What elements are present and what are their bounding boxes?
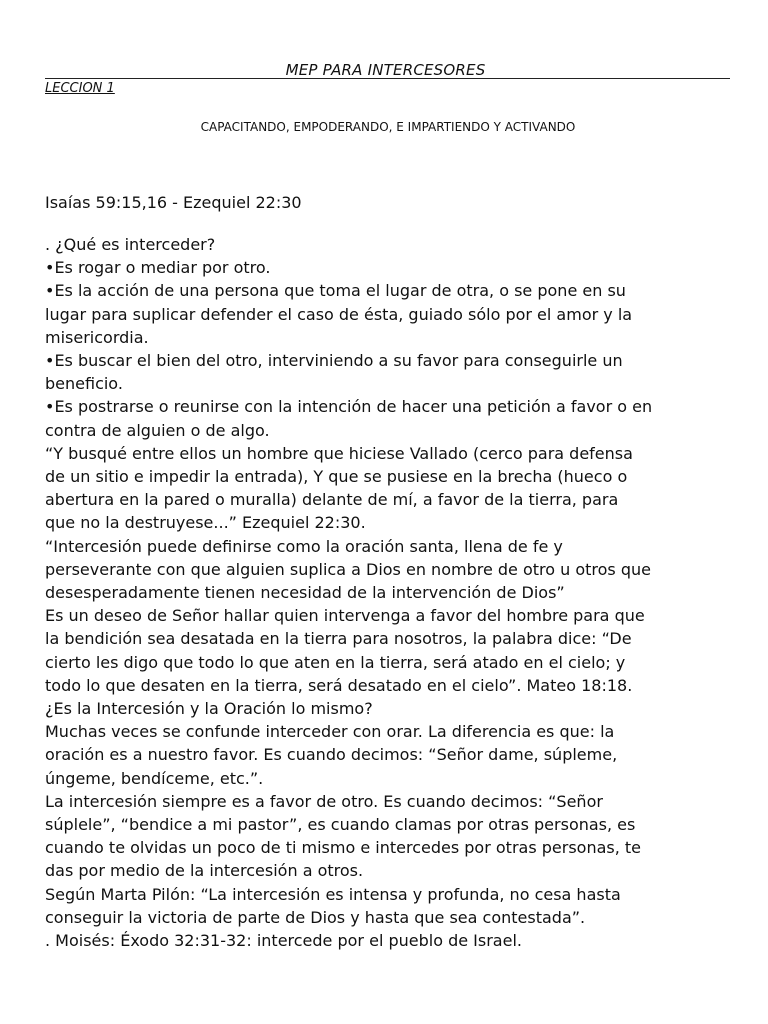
body-line: la bendición sea desatada en la tierra para nosotros, la palabra dice: “De — [45, 629, 632, 649]
document-header — [45, 60, 730, 79]
body-line: cierto les digo que todo lo que aten en la tierra, será atado en el cielo; y — [45, 652, 626, 672]
body-line: •Es rogar o mediar por otro. — [45, 258, 271, 278]
body-line: lugar para suplicar defender el caso de ésta, guiado sólo por el amor y la — [45, 304, 633, 324]
body-line: “Intercesión puede definirse como la oración santa, llena de fe y — [45, 536, 563, 556]
body-line: Según Marta Pilón: “La intercesión es intensa y profunda, no cesa hasta — [45, 884, 621, 904]
body-line: contra de alguien o de algo. — [45, 420, 270, 440]
lesson-label: LECCION 1 — [45, 81, 115, 96]
body-line: ¿Es la Intercesión y la Oración lo mismo? — [45, 699, 373, 719]
body-line: oración es a nuestro favor. Es cuando decimos: “Señor dame, súpleme, — [45, 745, 618, 765]
document-body — [45, 233, 745, 952]
body-line: de un sitio e impedir la entrada), Y que se pusiese en la brecha (hueco o — [45, 467, 628, 487]
body-line: conseguir la victoria de parte de Dios y hasta que sea contestada”. — [45, 907, 586, 927]
body-line: •Es postrarse o reunirse con la intención de hacer una petición a favor o en — [45, 397, 653, 417]
body-line: beneficio. — [45, 374, 123, 394]
document-subtitle: CAPACITANDO, EMPODERANDO, E IMPARTIENDO Y ACTIVANDO — [200, 120, 576, 134]
body-line: “Y busqué entre ellos un hombre que hiciese Vallado (cerco para defensa — [45, 443, 633, 463]
body-line: desesperadamente tienen necesidad de la intervención de Dios” — [45, 583, 565, 603]
body-line: cuando te olvidas un poco de ti mismo e intercedes por otras personas, te — [45, 838, 642, 858]
body-line: úngeme, bendíceme, etc.”. — [45, 768, 264, 788]
body-line: todo lo que desaten en la tierra, será desatado en el cielo”. Mateo 18:18. — [45, 675, 633, 695]
body-line: abertura en la pared o muralla) delante de mí, a favor de la tierra, para — [45, 490, 619, 510]
body-line: La intercesión siempre es a favor de otro. Es cuando decimos: “Señor — [45, 791, 603, 811]
body-line: . Moisés: Éxodo 32:31-32: intercede por el pueblo de Israel. — [45, 931, 522, 951]
body-line: •Es la acción de una persona que toma el lugar de otra, o se pone en su — [45, 281, 626, 301]
body-line: que no la destruyese...” Ezequiel 22:30. — [45, 513, 366, 533]
document-title: MEP PARA INTERCESORES — [285, 61, 486, 79]
body-line: Es un deseo de Señor hallar quien intervenga a favor del hombre para que — [45, 606, 645, 626]
body-line: Muchas veces se confunde interceder con orar. La diferencia es que: la — [45, 722, 615, 742]
body-line: das por medio de la intercesión a otros. — [45, 861, 364, 881]
body-line: súplele”, “bendice a mi pastor”, es cuando clamas por otras personas, es — [45, 815, 636, 835]
body-line: •Es buscar el bien del otro, interviniendo a su favor para conseguirle un — [45, 351, 623, 371]
body-line: misericordia. — [45, 327, 149, 347]
scripture-reference: Isaías 59:15,16 - Ezequiel 22:30 — [45, 193, 302, 212]
body-line: perseverante con que alguien suplica a Dios en nombre de otro u otros que — [45, 559, 651, 579]
body-line: . ¿Qué es interceder? — [45, 235, 216, 254]
